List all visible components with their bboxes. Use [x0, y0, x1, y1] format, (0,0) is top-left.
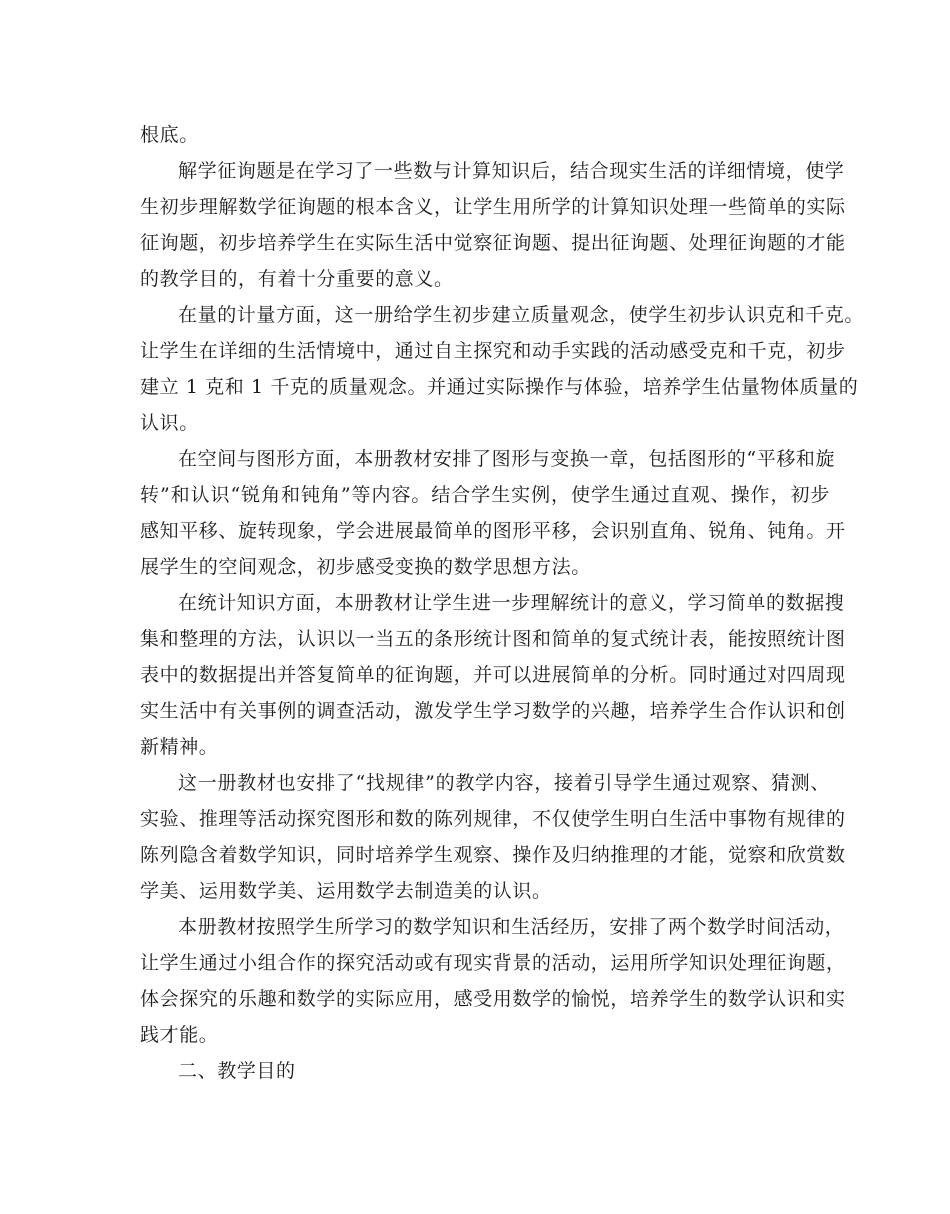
- paragraph-line: 让学生通过小组合作的探究活动或有现实背景的活动，运用所学知识处理征询题，: [140, 952, 846, 974]
- paragraph-line: 陈列隐含着数学知识，同时培养学生观察、操作及归纳推理的才能，觉察和欣赏数: [140, 844, 846, 866]
- paragraph-line: 让学生在详细的生活情境中，通过自主探究和动手实践的活动感受克和千克，初步: [140, 340, 846, 362]
- paragraph-line: 转”和认识“锐角和钝角”等内容。结合学生实例，使学生通过直观、操作，初步: [140, 484, 830, 506]
- paragraph-line: 在空间与图形方面，本册教材安排了图形与变换一章，包括图形的“平移和旋: [178, 448, 836, 470]
- paragraph-line: 在统计知识方面，本册教材让学生进一步理解统计的意义，学习简单的数据搜: [178, 592, 845, 614]
- paragraph-line: 建立 1 克和 1 千克的质量观念。并通过实际操作与体验，培养学生估量物体质量的: [140, 376, 859, 398]
- paragraph-line: 在量的计量方面，这一册给学生初步建立质量观念，使学生初步认识克和千克。: [178, 304, 865, 326]
- paragraph-line: 解学征询题是在学习了一些数与计算知识后，结合现实生活的详细情境，使学: [178, 160, 845, 182]
- paragraph-line: 学美、运用数学美、运用数学去制造美的认识。: [140, 880, 552, 902]
- paragraph-line: 实验、推理等活动探究图形和数的陈列规律，不仅使学生明白生活中事物有规律的: [140, 808, 846, 830]
- paragraph-line: 的教学目的，有着十分重要的意义。: [140, 268, 454, 290]
- paragraph-line: 这一册教材也安排了“找规律”的教学内容，接着引导学生通过观察、猜测、: [178, 772, 830, 794]
- paragraph-line: 征询题，初步培养学生在实际生活中觉察征询题、提出征询题、处理征询题的才能: [140, 232, 846, 254]
- paragraph-line: 集和整理的方法，认识以一当五的条形统计图和简单的复式统计表，能按照统计图: [140, 628, 846, 650]
- paragraph-line: 表中的数据提出并答复简单的征询题，并可以进展简单的分析。同时通过对四周现: [140, 664, 846, 686]
- paragraph-line: 生初步理解数学征询题的根本含义，让学生用所学的计算知识处理一些简单的实际: [140, 196, 846, 218]
- paragraph-line: 根底。: [140, 124, 199, 146]
- paragraph-line: 展学生的空间观念，初步感受变换的数学思想方法。: [140, 556, 591, 578]
- paragraph-line: 体会探究的乐趣和数学的实际应用，感受用数学的愉悦，培养学生的数学认识和实: [140, 988, 846, 1010]
- paragraph-line: 感知平移、旋转现象，学会进展最简单的图形平移，会识别直角、锐角、钝角。开: [140, 520, 846, 542]
- paragraph-line: 践才能。: [140, 1024, 219, 1046]
- paragraph-line: 认识。: [140, 412, 199, 434]
- paragraph-line: 实生活中有关事例的调查活动，激发学生学习数学的兴趣，培养学生合作认识和创: [140, 700, 846, 722]
- paragraph-line: 新精神。: [140, 736, 219, 758]
- paragraph-line: 本册教材按照学生所学习的数学知识和生活经历，安排了两个数学时间活动，: [178, 916, 845, 938]
- section-heading: 二、教学目的: [178, 1060, 296, 1082]
